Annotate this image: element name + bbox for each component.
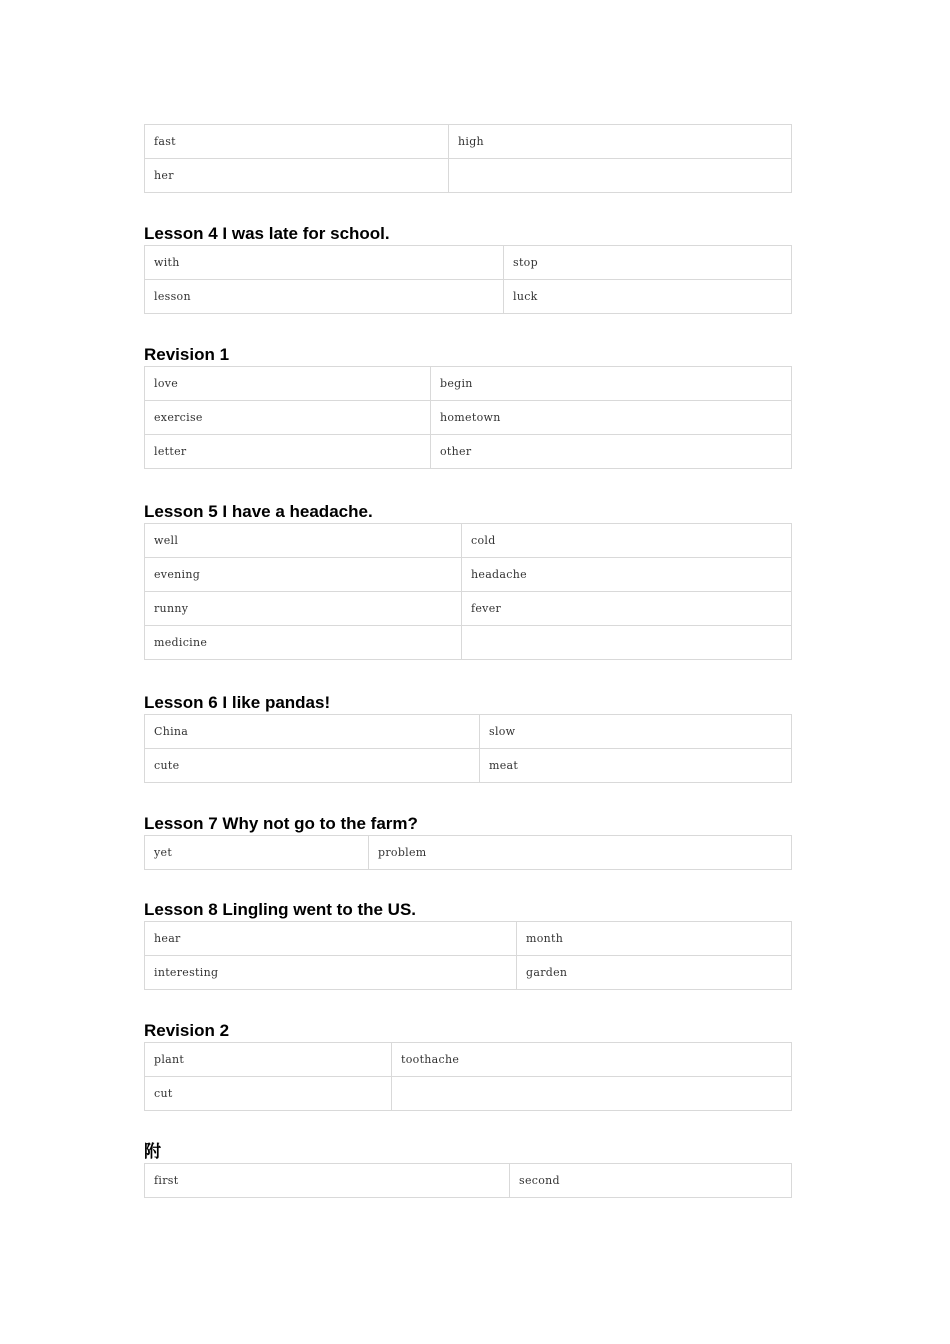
vocab-word-cell: begin [431, 367, 792, 401]
vocab-section-9 [144, 1141, 792, 1198]
vocab-word-cell: cut [145, 1077, 392, 1111]
section-heading: 附 [144, 1142, 161, 1161]
table-row [145, 280, 792, 314]
table-row [145, 626, 792, 660]
vocab-table [144, 921, 792, 990]
vocab-table [144, 366, 792, 469]
vocab-word-cell: love [145, 367, 431, 401]
table-row [145, 1164, 792, 1198]
vocab-table [144, 124, 792, 193]
vocab-word-cell: problem [369, 836, 792, 870]
vocab-word-cell: plant [145, 1043, 392, 1077]
vocab-word-cell: her [145, 159, 449, 193]
vocab-section-8 [144, 1020, 792, 1111]
vocab-section-6 [144, 813, 792, 870]
vocab-word-cell: letter [145, 435, 431, 469]
vocab-word-cell: evening [145, 558, 462, 592]
vocab-section-7 [144, 899, 792, 990]
vocab-section-1 [144, 124, 792, 193]
vocab-section-4 [144, 501, 792, 660]
section-heading: Lesson 7 Why not go to the farm? [144, 814, 418, 833]
table-row [145, 125, 792, 159]
vocab-table [144, 1042, 792, 1111]
section-heading: Lesson 4 I was late for school. [144, 224, 390, 243]
vocab-section-2 [144, 223, 792, 314]
vocab-word-cell: meat [480, 749, 792, 783]
vocab-word-cell: toothache [392, 1043, 792, 1077]
table-row [145, 401, 792, 435]
table-row [145, 956, 792, 990]
section-heading: Lesson 8 Lingling went to the US. [144, 900, 417, 919]
vocab-word-cell [392, 1077, 792, 1111]
vocab-word-cell: interesting [145, 956, 517, 990]
vocab-word-cell: stop [504, 246, 792, 280]
vocab-table [144, 714, 792, 783]
vocab-word-cell: luck [504, 280, 792, 314]
vocab-table [144, 1163, 792, 1198]
vocab-section-3 [144, 344, 792, 469]
vocab-word-cell: well [145, 524, 462, 558]
vocab-word-cell: fast [145, 125, 449, 159]
vocab-word-cell: lesson [145, 280, 504, 314]
vocab-word-cell: runny [145, 592, 462, 626]
vocab-word-cell: hear [145, 922, 517, 956]
vocab-word-cell: month [517, 922, 792, 956]
table-row [145, 159, 792, 193]
table-row [145, 246, 792, 280]
vocab-word-cell: second [510, 1164, 792, 1198]
table-row [145, 922, 792, 956]
vocab-word-cell: headache [462, 558, 792, 592]
vocab-word-cell: medicine [145, 626, 462, 660]
section-heading: Lesson 5 I have a headache. [144, 502, 373, 521]
vocab-section-5 [144, 692, 792, 783]
table-row [145, 1077, 792, 1111]
vocab-word-cell: exercise [145, 401, 431, 435]
vocab-word-cell: China [145, 715, 480, 749]
vocab-word-cell: garden [517, 956, 792, 990]
table-row [145, 836, 792, 870]
section-heading: Revision 2 [144, 1021, 230, 1040]
section-heading: Lesson 6 I like pandas! [144, 693, 331, 712]
vocab-word-cell: hometown [431, 401, 792, 435]
vocab-word-cell: cute [145, 749, 480, 783]
vocab-word-cell: slow [480, 715, 792, 749]
table-row [145, 558, 792, 592]
table-row [145, 1043, 792, 1077]
vocab-word-cell: with [145, 246, 504, 280]
vocab-table [144, 245, 792, 314]
table-row [145, 715, 792, 749]
table-row [145, 524, 792, 558]
table-row [145, 749, 792, 783]
vocab-word-cell [449, 159, 792, 193]
vocab-word-cell: other [431, 435, 792, 469]
table-row [145, 592, 792, 626]
vocab-word-cell: first [145, 1164, 510, 1198]
table-row [145, 435, 792, 469]
vocab-word-cell: high [449, 125, 792, 159]
table-row [145, 367, 792, 401]
section-heading: Revision 1 [144, 345, 230, 364]
vocab-table [144, 835, 792, 870]
vocab-word-cell: yet [145, 836, 369, 870]
vocab-table [144, 523, 792, 660]
vocab-word-cell: cold [462, 524, 792, 558]
vocab-word-cell [462, 626, 792, 660]
vocab-word-cell: fever [462, 592, 792, 626]
